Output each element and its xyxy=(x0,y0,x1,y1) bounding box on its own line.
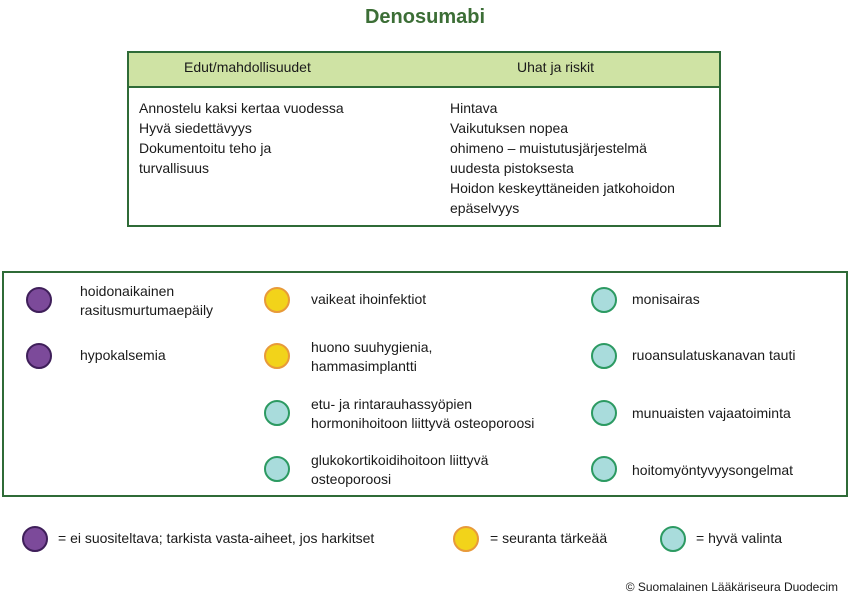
monitoring-dot-icon xyxy=(264,343,290,369)
advantages-header: Edut/mahdollisuudet xyxy=(184,59,311,75)
factor-label: ruoansulatuskanavan tauti xyxy=(632,347,796,363)
factor-label: glukokortikoidihoitoon liittyvä osteoporoosi xyxy=(311,452,489,487)
list-item: Annostelu kaksi kertaa vuodessa xyxy=(139,100,344,116)
page-title: Denosumabi xyxy=(364,6,486,28)
good-choice-dot-icon xyxy=(591,287,617,313)
legend-teal-dot-icon xyxy=(660,526,686,552)
list-item: ohimeno – muistutusjärjestelmä xyxy=(450,140,647,156)
risks-header: Uhat ja riskit xyxy=(517,59,595,75)
list-item: epäselvyys xyxy=(450,200,520,216)
factor-label: munuaisten vajaatoiminta xyxy=(632,405,791,421)
list-item: Dokumentoitu teho ja xyxy=(139,140,272,156)
swot-table xyxy=(127,51,721,227)
factor-label: monisairas xyxy=(632,291,700,307)
monitoring-dot-icon xyxy=(264,287,290,313)
list-item: Hoidon keskeyttäneiden jatkohoidon xyxy=(450,180,675,196)
legend-not-recommended: = ei suositeltava; tarkista vasta-aiheet, jos harkitset xyxy=(58,530,375,546)
list-item: uudesta pistoksesta xyxy=(450,160,574,176)
legend-monitoring: = seuranta tärkeää xyxy=(490,530,608,546)
legend-good-choice: = hyvä valinta xyxy=(696,530,782,546)
legend-yellow-dot-icon xyxy=(453,526,479,552)
list-item: Hintava xyxy=(450,100,498,116)
factor-label: hypokalsemia xyxy=(80,347,166,363)
not-recommended-dot-icon xyxy=(26,287,52,313)
legend-purple-dot-icon xyxy=(22,526,48,552)
list-item: Vaikutuksen nopea xyxy=(450,120,569,136)
not-recommended-dot-icon xyxy=(26,343,52,369)
list-item: Hyvä siedettävyys xyxy=(139,120,252,136)
good-choice-dot-icon xyxy=(264,400,290,426)
swot-header-row xyxy=(129,53,719,88)
good-choice-dot-icon xyxy=(591,343,617,369)
good-choice-dot-icon xyxy=(591,400,617,426)
factor-label: etu- ja rintarauhassyöpien hormonihoitoon liittyvä osteoporoosi xyxy=(311,396,535,431)
risks-list xyxy=(450,98,675,218)
good-choice-dot-icon xyxy=(264,456,290,482)
factor-label: huono suuhygienia, hammasimplantti xyxy=(311,339,433,374)
factor-label: hoidonaikainen rasitusmurtumaepäily xyxy=(80,283,214,318)
copyright: © Suomalainen Lääkäriseura Duodecim xyxy=(625,580,838,594)
factor-label: vaikeat ihoinfektiot xyxy=(311,291,427,307)
good-choice-dot-icon xyxy=(591,456,617,482)
factor-label: hoitomyöntyvyysongelmat xyxy=(632,462,794,478)
list-item: turvallisuus xyxy=(139,160,210,176)
advantages-list xyxy=(139,98,344,178)
patient-factors-box xyxy=(2,271,848,497)
